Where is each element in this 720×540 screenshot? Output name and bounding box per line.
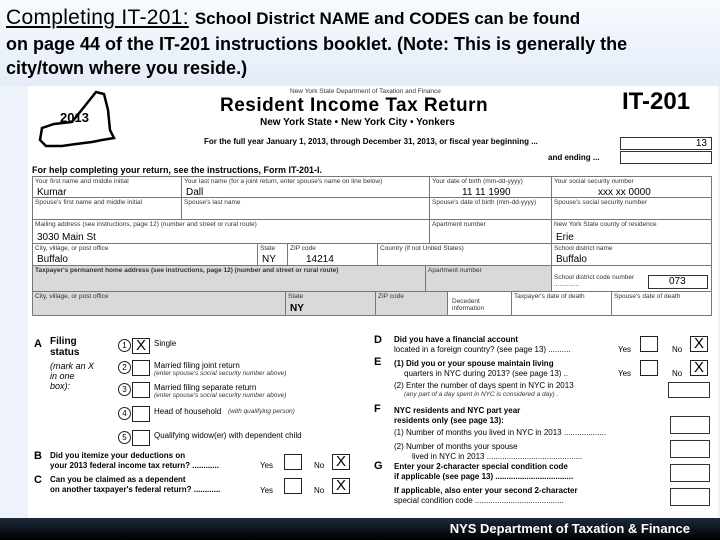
- filing-option-number: 5: [118, 431, 131, 444]
- filing-option-note: (enter spouse's social security number above): [154, 370, 287, 377]
- section-c-no-label: No: [314, 486, 325, 495]
- section-g-line4: special condition code ........................................: [394, 496, 564, 505]
- zip-field[interactable]: [288, 244, 378, 266]
- form-year: 2013: [60, 110, 89, 125]
- section-b-letter: B: [34, 450, 42, 462]
- mailing-label: Mailing address (see instructions, page 12) (number and street or rural route): [35, 221, 257, 228]
- country-label: Country (if not United States): [380, 245, 464, 252]
- section-e-no-checkbox[interactable]: X: [690, 360, 708, 376]
- state-value: NY: [262, 254, 276, 265]
- section-b-yes-checkbox[interactable]: [284, 454, 302, 470]
- section-e-q1-line1: (1) Did you or your spouse maintain living: [394, 359, 554, 368]
- filing-option-note: (enter spouse's social security number above): [154, 392, 287, 399]
- permanent-apartment-label: Apartment number: [428, 267, 482, 274]
- section-f-letter: F: [374, 403, 381, 415]
- city-field[interactable]: [32, 244, 258, 266]
- title-line-2: on page 44 of the IT-201 instructions booklet. (Note: This is generally the: [6, 34, 628, 54]
- permanent-address-label: Taxpayer's permanent home address (see instructions, page 12) (number and street or rural route): [35, 267, 339, 274]
- spouse-dob-label: Spouse's date of birth (mm-dd-yyyy): [432, 199, 537, 206]
- title-line-1: [6, 6, 580, 30]
- city-value: Buffalo: [37, 254, 68, 265]
- filing-option-number: 1: [118, 339, 131, 352]
- permanent-apartment-field[interactable]: [426, 266, 552, 292]
- spouse-death-field[interactable]: [612, 292, 712, 316]
- section-b-no-label: No: [314, 461, 325, 470]
- footer-bar: [0, 518, 720, 540]
- section-b-yes-label: Yes: [260, 461, 274, 470]
- permanent-state-label: State: [288, 293, 304, 300]
- section-b-line1: Did you itemize your deductions on: [50, 451, 186, 460]
- section-e-yes-checkbox[interactable]: [640, 360, 658, 376]
- section-c-yes-checkbox[interactable]: [284, 478, 302, 494]
- school-district-name-label: School district name: [554, 245, 613, 252]
- school-code-label: School district code number ..............: [554, 274, 635, 288]
- section-d-no-label: No: [672, 345, 683, 354]
- county-label: New York State county of residence: [554, 221, 657, 228]
- section-c-line2: on another taxpayer's federal return? ............: [50, 485, 221, 494]
- school-district-name-value: Buffalo: [556, 254, 587, 265]
- school-code-field[interactable]: [552, 266, 712, 292]
- spouse-last-label: Spouse's last name: [184, 199, 241, 206]
- year-line: For the full year January 1, 2013, through December 31, 2013, or fiscal year beginning ...: [204, 137, 538, 146]
- zip-value: 14214: [306, 254, 334, 265]
- city-label: City, village, or post office: [35, 245, 109, 252]
- filing-option-number: 2: [118, 361, 131, 374]
- permanent-city-field[interactable]: [32, 292, 286, 316]
- title-line-3: city/town where you reside.): [6, 58, 248, 78]
- fiscal-begin-field[interactable]: [620, 137, 712, 150]
- section-e-q1-line2: quarters in NYC during 2013? (see page 13) ..: [404, 369, 569, 378]
- permanent-state-value: NY: [290, 303, 304, 314]
- permanent-address-field[interactable]: [32, 266, 426, 292]
- spouse-last-field[interactable]: [182, 198, 430, 220]
- school-code-box[interactable]: [648, 275, 708, 289]
- permanent-zip-label: ZIP code: [378, 293, 404, 300]
- zip-label: ZIP code: [290, 245, 316, 252]
- title-line-1-rest: School District NAME and CODES can be found: [194, 9, 581, 28]
- section-g-line2: if applicable (see page 13) ...................................: [394, 472, 574, 481]
- spouse-first-field[interactable]: [32, 198, 182, 220]
- section-f-q2-line2: lived in NYC in 2013 ...........................................: [412, 452, 583, 461]
- slide-header: [0, 0, 720, 86]
- section-c-letter: C: [34, 474, 42, 486]
- permanent-zip-field[interactable]: [376, 292, 448, 316]
- ssn-value: xxx xx 0000: [598, 187, 651, 198]
- ssn-field[interactable]: [552, 176, 712, 198]
- taxpayer-death-label: Taxpayer's date of death: [514, 293, 585, 300]
- section-a-letter: A: [34, 338, 42, 350]
- fiscal-begin-value: 13: [695, 138, 707, 149]
- nyc-months-field[interactable]: [670, 416, 710, 434]
- section-c-yes-label: Yes: [260, 486, 274, 495]
- form-subtitle: New York State • New York City • Yonkers: [260, 117, 455, 128]
- mailing-address-field[interactable]: [32, 220, 430, 244]
- spouse-ssn-field[interactable]: [552, 198, 712, 220]
- filing-option-checkbox[interactable]: [132, 360, 150, 376]
- section-g-letter: G: [374, 460, 383, 472]
- decedent-label: Decedent information: [452, 298, 485, 312]
- ssn-label: Your social security number: [554, 178, 634, 185]
- filing-option-number: 3: [118, 383, 131, 396]
- dob-field[interactable]: [430, 176, 552, 198]
- mailing-value: 3030 Main St: [37, 232, 96, 243]
- dob-label: Your date of birth (mm-dd-yyyy): [432, 178, 523, 185]
- section-b-no-checkbox[interactable]: X: [332, 454, 350, 470]
- decedent-info: [448, 292, 512, 316]
- section-e-yes-label: Yes: [618, 369, 632, 378]
- section-c-line1: Can you be claimed as a dependent: [50, 475, 186, 484]
- special-condition-code-1[interactable]: [670, 464, 710, 482]
- filing-status-note: (mark an X in one box):: [50, 361, 95, 391]
- apartment-field[interactable]: [430, 220, 552, 244]
- state-field[interactable]: [258, 244, 288, 266]
- first-name-value: Kumar: [37, 187, 67, 198]
- first-name-label: Your first name and middle initial: [35, 178, 129, 185]
- filing-option-checkbox[interactable]: X: [132, 338, 150, 354]
- section-g-line1: Enter your 2-character special condition code: [394, 462, 568, 471]
- section-g-line3: If applicable, also enter your second 2-character: [394, 486, 578, 495]
- section-c-no-checkbox[interactable]: X: [332, 478, 350, 494]
- section-d-line1: Did you have a financial account: [394, 335, 519, 344]
- spouse-nyc-months-field[interactable]: [670, 440, 710, 458]
- section-f-title-line2: residents only (see page 13):: [394, 416, 504, 425]
- filing-option-label: Married filing joint return: [154, 361, 240, 370]
- special-condition-code-2[interactable]: [670, 488, 710, 506]
- county-field[interactable]: [552, 220, 712, 244]
- footer-text: NYS Department of Taxation & Finance: [449, 521, 690, 536]
- department-name: New York State Department of Taxation and Finance: [290, 88, 441, 95]
- country-field[interactable]: [378, 244, 552, 266]
- section-e-letter: E: [374, 356, 382, 368]
- school-code-value: 073: [669, 276, 686, 287]
- section-e-q2-line1: (2) Enter the number of days spent in NYC in 2013: [394, 381, 574, 390]
- section-b-line2: your 2013 federal income tax return? ............: [50, 461, 219, 470]
- county-value: Erie: [556, 232, 574, 243]
- dob-value: 11 11 1990: [462, 187, 511, 198]
- apartment-label: Apartment number: [432, 221, 486, 228]
- section-d-line2: located in a foreign country? (see page 13) ..........: [394, 345, 571, 354]
- section-d-yes-checkbox[interactable]: [640, 336, 658, 352]
- permanent-state-field[interactable]: [286, 292, 376, 316]
- section-f-q2-line1: (2) Number of months your spouse: [394, 442, 518, 451]
- filing-option-label: Head of household: [154, 407, 222, 416]
- form-title: Resident Income Tax Return: [220, 95, 489, 116]
- it201-form: [28, 86, 718, 518]
- help-line: For help completing your return, see the instructions, Form IT-201-I.: [32, 165, 323, 175]
- taxpayer-death-field[interactable]: [512, 292, 612, 316]
- first-name-field[interactable]: [32, 176, 182, 198]
- filing-option-label: Qualifying widow(er) with dependent child: [154, 431, 302, 440]
- filing-option-checkbox[interactable]: [132, 382, 150, 398]
- filing-status-title: Filing status: [50, 336, 80, 358]
- form-number: IT-201: [622, 88, 691, 115]
- section-e-q2-line2: (any part of a day spent in NYC is considered a day) .: [404, 391, 559, 398]
- spouse-death-label: Spouse's date of death: [614, 293, 681, 300]
- spouse-dob-field[interactable]: [430, 198, 552, 220]
- filing-option-number: 4: [118, 407, 131, 420]
- state-label: State: [260, 245, 276, 252]
- section-f-title-line1: NYC residents and NYC part year: [394, 406, 521, 415]
- section-d-no-checkbox[interactable]: X: [690, 336, 708, 352]
- permanent-city-label: City, village, or post office: [35, 293, 109, 300]
- section-d-yes-label: Yes: [618, 345, 632, 354]
- filing-option-note: (with qualifying person): [228, 408, 295, 415]
- school-district-name-field[interactable]: [552, 244, 712, 266]
- spouse-ssn-label: Spouse's social security number: [554, 199, 648, 206]
- ending-label: and ending ...: [548, 153, 600, 162]
- last-name-label: Your last name (for a joint return, enter spouse's name on line below): [184, 178, 383, 185]
- nyc-days-field[interactable]: [668, 382, 710, 398]
- fiscal-end-field[interactable]: [620, 151, 712, 164]
- last-name-value: Dall: [186, 187, 204, 198]
- filing-option-label: Married filing separate return: [154, 383, 257, 392]
- section-e-no-label: No: [672, 369, 683, 378]
- filing-option-checkbox[interactable]: [132, 406, 150, 422]
- filing-option-label: Single: [154, 339, 177, 348]
- section-f-q1: (1) Number of months you lived in NYC in 2013 ...................: [394, 428, 607, 437]
- title-heading: Completing IT-201:: [6, 6, 189, 29]
- filing-option-checkbox[interactable]: [132, 430, 150, 446]
- last-name-field[interactable]: [182, 176, 430, 198]
- spouse-first-label: Spouse's first name and middle initial: [35, 199, 143, 206]
- section-d-letter: D: [374, 334, 382, 346]
